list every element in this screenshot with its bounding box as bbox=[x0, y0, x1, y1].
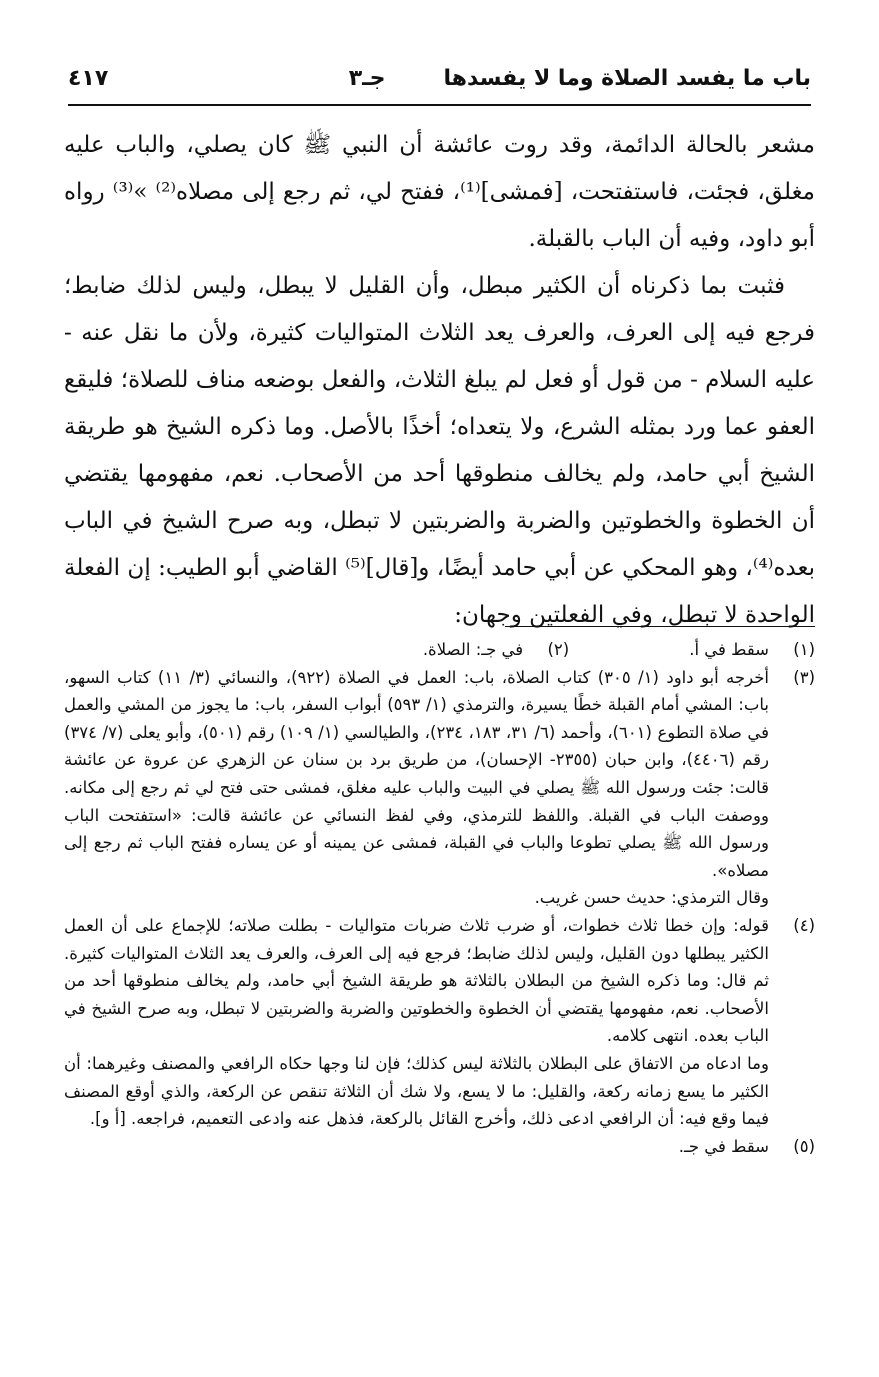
volume-label: جـ٣ bbox=[348, 65, 386, 91]
footnote-body bbox=[64, 664, 769, 912]
footnote-number: (٢) bbox=[547, 640, 570, 659]
footnote-2 bbox=[423, 636, 569, 664]
footnote-5 bbox=[64, 1133, 815, 1161]
footnotes bbox=[64, 636, 815, 1160]
footnote-paragraph: أخرجه أبو داود (١/ ٣٠٥) كتاب الصلاة، باب: العمل في الصلاة (٩٢٢)، والنسائي (٣/ ١١) كتاب السهو، باب: المشي أمام القبلة خطًا يسيرة، والترمذي (١/ ٥٩٣) أبواب السفر، باب: ما يجوز من المشي والعمل في صلاة التطوع (٦٠١)، وأحمد (٦/ ٣١، ١٨٣، ٢٣٤)، والطيالسي (١/ ١٠٩) رقم (٥٠١)، وأبو يعلى (٧/ ٣٧٤) رقم (٤٤٠٦)، وابن حبان (٢٣٥٥- الإحسان)، من طريق برد بن سنان عن الزهري عن عروة عن عائشة قالت: جئت ورسول الله ﷺ يصلي في البيت والباب عليه مغلق، فمشى حتى فتح لي ثم رجع إلى مكانه. ووصفت الباب في القبلة. واللفظ للترمذي، وفي لفظ النسائي عن عائشة قالت: «استفتحت الباب ورسول الله ﷺ يصلي تطوعا والباب في القبلة، فمشى عن يمينه أو عن يساره ففتح الباب ثم رجع إلى مصلاه». bbox=[64, 667, 770, 880]
chapter-title: باب ما يفسد الصلاة وما لا يفسدها bbox=[443, 65, 811, 91]
header-divider bbox=[68, 104, 811, 106]
footnote-paragraph: وقال الترمذي: حديث حسن غريب. bbox=[534, 888, 769, 908]
footnote-paragraph: قوله: وإن خطا ثلاث خطوات، أو ضرب ثلاث ضربات متواليات - بطلت صلاته؛ للإجماع على أن العمل الكثير يبطلها دون القليل، وليس لذلك ضابط؛ فرجع فيه إلى العرف، والعرف يعد الثلاث المتواليات كثيرة. ثم قال: وما ذكره الشيخ من البطلان بالثلاثة هو طريقة الشيخ أبي حامد، ولم يخالف منطوقها أحد من الأصحاب. نعم، مفهومها يقتضي أن الخطوة والخطوتين والضربة والضربتين لا تبطل، وبه صرح الشيخ في الباب بعده. انتهى كلامه. bbox=[64, 915, 769, 1046]
footnote-paragraph: وما ادعاه من الاتفاق على البطلان بالثلاثة ليس كذلك؛ فإن لنا وجها حكاه الرافعي والمصنف وغيرهما: أن الكثير ما يسع زمانه ركعة، والقليل: ما لا يسع، ولا شك أن الثلاثة تنقص عن الركعة، والذي أوقع المصنف فيما وقع فيه: أن الرافعي ادعى ذلك، وأخرج القائل بالركعة، فذهل عنه وادعى التعميم، فراجعه. [أ و]. bbox=[64, 1053, 769, 1129]
footnote-3 bbox=[64, 664, 815, 912]
footnote-body bbox=[64, 1133, 769, 1161]
footnote-row-1-2 bbox=[64, 636, 815, 664]
main-text bbox=[64, 122, 815, 639]
footnote-number: (٣) bbox=[793, 667, 815, 687]
footnote-paragraph: سقط في جـ. bbox=[678, 1136, 769, 1156]
footnote-text: سقط في أ. bbox=[689, 640, 769, 659]
running-title bbox=[349, 66, 811, 91]
footnote-number: (٤) bbox=[793, 915, 815, 935]
page-header bbox=[68, 58, 811, 98]
footnote-number: (١) bbox=[793, 640, 815, 659]
footnote-body bbox=[64, 912, 769, 1133]
main-paragraph-1: مشعر بالحالة الدائمة، وقد روت عائشة أن النبي ﷺ كان يصلي، والباب عليه مغلق، فجئت، فاستفتحت، [فمشى]⁽¹⁾، ففتح لي، ثم رجع إلى مصلاه⁽²⁾ »⁽³⁾ رواه أبو داود، وفيه أن الباب بالقبلة. bbox=[64, 132, 816, 252]
footnote-4 bbox=[64, 912, 815, 1133]
main-paragraph-2: فثبت بما ذكرناه أن الكثير مبطل، وأن القليل لا يبطل، وليس لذلك ضابط؛ فرجع فيه إلى العرف، والعرف يعد الثلاث المتواليات كثيرة، ولأن ما نقل عنه - عليه السلام - من قول أو فعل لم يبلغ الثلاث، والفعل بوضعه مناف للصلاة؛ فليقع العفو عما ورد بمثله الشرع، ولا يتعداه؛ أخذًا بالأصل. وما ذكره الشيخ هو طريقة الشيخ أبي حامد، ولم يخالف منطوقها أحد من الأصحاب. نعم، مفهومها يقتضي أن الخطوة والخطوتين والضربة والضربتين لا تبطل، وبه صرح الشيخ في الباب بعده⁽⁴⁾، وهو المحكي عن أبي حامد أيضًا، و[قال]⁽⁵⁾ القاضي أبو الطيب: إن الفعلة الواحدة لا تبطل، وفي الفعلتين وجهان: bbox=[64, 273, 815, 628]
footnote-1 bbox=[689, 636, 815, 664]
footnote-divider bbox=[505, 626, 815, 627]
footnote-text: في جـ: الصلاة. bbox=[422, 640, 524, 659]
footnote-number: (٥) bbox=[793, 1136, 815, 1156]
page-number: ٤١٧ bbox=[68, 65, 109, 91]
